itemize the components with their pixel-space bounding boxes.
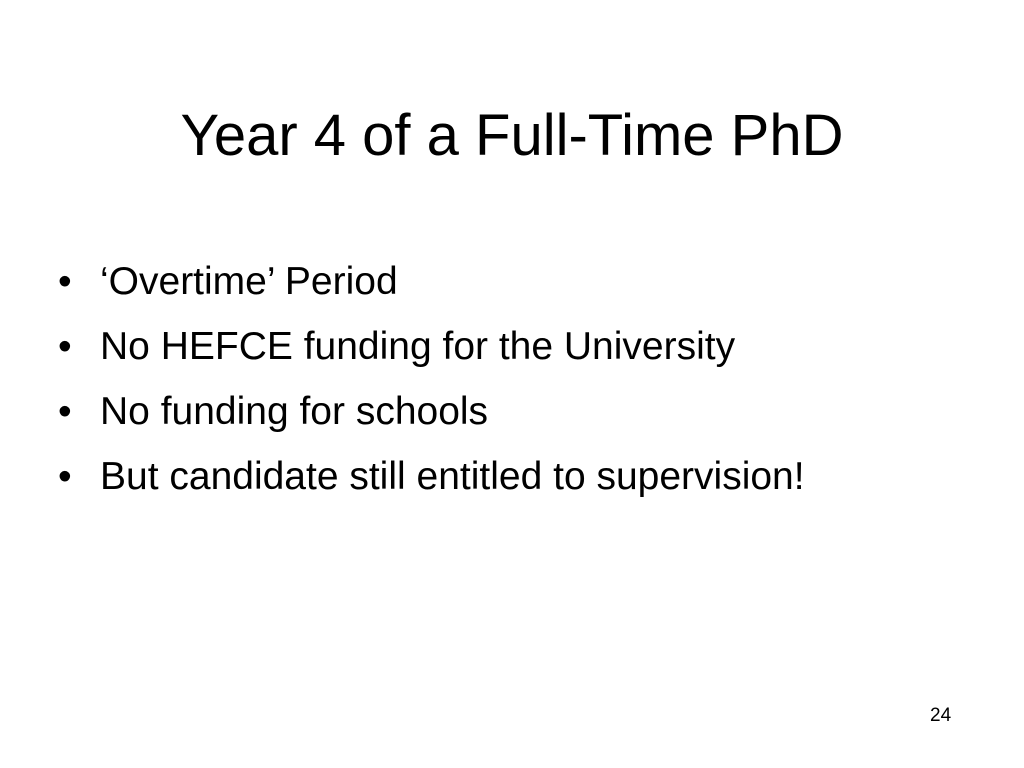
bullet-item — [58, 254, 978, 319]
page-number: 24 — [930, 705, 952, 726]
bullet-text: But candidate still entitled to supervision! — [100, 455, 805, 498]
bullet-text: ‘Overtime’ Period — [100, 260, 398, 303]
bullet-item — [58, 384, 978, 449]
bullet-item — [58, 319, 978, 384]
bullet-item — [58, 449, 978, 514]
bullet-text: No funding for schools — [100, 390, 489, 433]
bullet-list — [58, 254, 978, 514]
bullet-icon: • — [58, 455, 72, 498]
bullet-icon: • — [58, 325, 72, 368]
slide-title: Year 4 of a Full-Time PhD — [180, 103, 844, 168]
bullet-text: No HEFCE funding for the University — [100, 325, 736, 368]
bullet-icon: • — [58, 390, 72, 433]
bullet-icon: • — [58, 260, 72, 303]
